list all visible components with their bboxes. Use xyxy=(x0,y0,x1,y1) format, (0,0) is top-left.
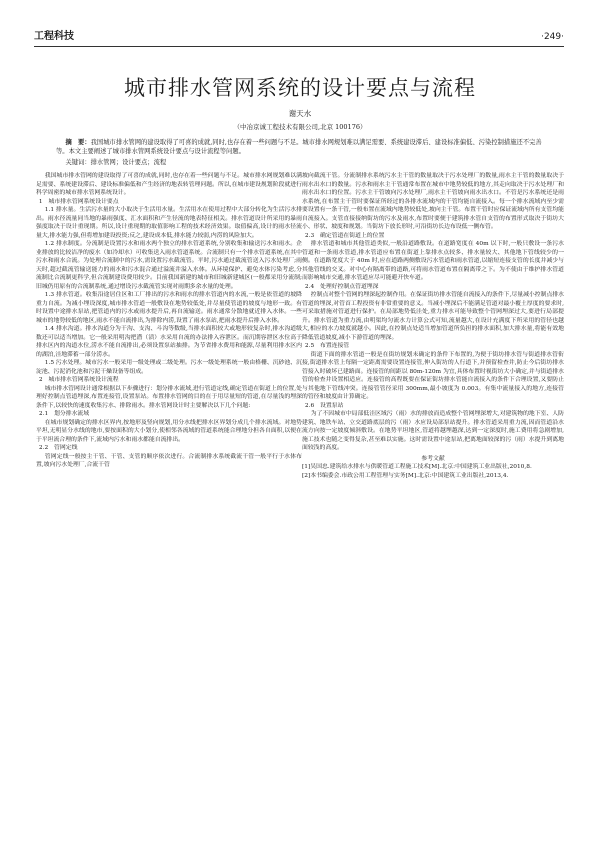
paragraph: 1.4 排水沟道。排水沟道分为干沟、支沟、斗沟等数级,当排水面积较大或地形较复杂时,排水沟道级数还可以适当增加。它一般采用明沟把潜（渍）水采用自流的办法排入容泄区。而沉期容泄区水位高于排水区内的沟道水位,涝水不能自流排出,必须设置泵站抽排。为节省排水费用和能源,尽量利用排水区内的湖泊,洼地滞蓄一部分涝水。 xyxy=(36,326,302,358)
paragraph: 1.3 排水管道。收集沿途居住区和工厂排出的污水和雨水的排水管道内的水流,一般是依管道的坡降重力自流。为减小埋设深度,城市排水管道一般敷设在地势较低处,并尽量使管道的坡度与地形一致。有时设置中途排水泵站,把管道内的污水或雨水提升后,再自流输送。雨水通常分散地就近排入水体。一些城市的地势较低的地区,雨水不能自流排出,为排除内涝,设置了雨水泵站,把雨水提升后排入水体。 xyxy=(36,292,302,324)
affiliation: （中冶京诚工程技术有限公司,北京 100176） xyxy=(233,123,367,131)
paragraph: 1.1 排水量。生活污水量的大小取决于生活用水量。生活用水在使用过程中大部分转化为生活污水排出。雨水径流量同当地的暴雨强度、汇水面积和产生径流的地表特征相关。排水管道设计所采用的暴雨强度取决于设计重现期。所以,设计重现期的取值影响工程的技术经济效果。取值偏高,设计的雨水径流量大,排水能力强,但将增加建设投资;反之,建设成本低,排水能力较弱,内涝的风险加大。 xyxy=(36,207,302,239)
journal-section: 工程科技 xyxy=(34,31,74,42)
author: 谢天水 xyxy=(288,109,312,118)
paragraph: 1.2 排水制度。分流制是设置污水和雨水两个独立的排水管道系统,分别收集和输送污水和雨水。企业排放的比较洁净的废水（如冷却水）可收集送入雨水管道系统。合流制只有一个排水管道系统,在其中污水和雨水合流。为处理合流制中的污水,需设置污水截流管。平时,污水通过截流管送入污水处理厂;雨天时,超过截流管输送能力的雨水和污水混合通过溢流井溢入水体。从环境保护、避免水体污染考虑,分流制比合流制更科学,但合流制建设费用较少。目前我国新建的城市和旧城新建城区(一般都采用分流制;旧城仍用原有的合流制系统,通过增设污水截流管实现对雨期多余水量的处理。 xyxy=(36,241,302,290)
paragraph: 城市排水管网设计通常根据以下步骤进行：划分排水流域,进行管道定线,确定管道在街道上的位置,处理好控制点管道埋深,布置连接管,设置泵站。布置排水管网的目的在于用尽量短的管道,在尽量浅的埋深条件下,以较快的速度收集污水、排除雨水。排水管网设计时主要解决以下几个问题: xyxy=(36,385,302,409)
reference-item: [2]本书编委会.市政公用工程管理与实务[M].北京:中国建筑工业出版社,2013,4. xyxy=(302,472,509,479)
references-title: 参考文献 xyxy=(421,455,445,462)
paragraph: 排水管道和城市其他管道类似,一般沿道路敷设。在道路宽度在 40m 以下时,一般只敷设一条污水管道和一条雨水管道,排水管道应布置在街道上靠排水点较多、排水量较大、其他地下管线较少的一侧。在道路宽度大于 40m 时,应在道路两侧敷设污水管道和雨水管道,以缩短连接支管的长度并减少与其他管线的交叉。对中心有隔离带的道路,可将雨水管道布置在隔离带之下。为不使由于维护排水管道而影响城市交通,排水管道应尽可能避开快车道。 xyxy=(302,241,564,281)
section-heading: 1 城市排水管网系统设计要点 xyxy=(38,198,119,205)
paragraph: 坡向截流干管。分流制排水系统污水主干管的数量取决于污水处理厂的数量,雨水主干管的数量取决于雨水出水口的数量。污水和雨水主干管通常布置在城市中地势较低的地方,其走向取决于污水处理厂和雨水出水口的位置。污水主干管坡向污水处理厂,雨水主干管坡向雨水出水口。不管是污水系统还是雨水系统,在布置主干管时要保证所经过的各排水流域内的干管均能自流接入。每一个排水流域内至少需要设置有一条干管,一般布置在流域内地势较低处,坡向主干管。布置干管时应保证流域内所有支管均能自流接入。支管直接接纳街坊的污水及雨水,布置时要便于建筑排水管自支管的布置形式取决于街坊大小、形状、坡度和规划。当街坊下放长形时,可沿街坊长边布设低一侧布管。 xyxy=(302,173,564,230)
left-column xyxy=(36,172,302,836)
abstract xyxy=(56,138,544,157)
section-heading: 2.1 划分排水流域 xyxy=(38,411,90,417)
section-heading: 2.2 管网定线 xyxy=(38,445,78,451)
abstract-text: 我国城市排水管网的建设取得了可喜的成就,同时,也存在着一些问题与不足。城市排水网规划难以满足需要、系统建设滞后、建设标准偏低、污染控制措施还不完善等。本文主要阐述了城市排水管网系统设计要点与设计流程等问题。 xyxy=(56,139,542,156)
paragraph: 街道下面的排水管道一般是在街坊规划未确定的条件下布置的,为便于街坊排水管与街道排水管衔接,街道排水管上每隔一定距离需要设置连接管,伸入街坊的人行道下,并预留检查井,防止今后街坊排水管接入时破坏已建路面。连接管的间距以 80m-120m 为宜,具体布置时视街坊大小确定,并与街道排水管的检查井设置相适应。连接管的高程既要在保证街坊排水管能自流接入的条件下合理设置,又要防止与其他地下管线冲突。连接管管径采用 300mm,最小坡度为 0.003。有集中流量接入的地方,连接管的管径和坡度由计算确定。 xyxy=(302,351,564,400)
keywords-text: 排水管网；设计要点；流程 xyxy=(90,159,167,166)
page-number: ·249· xyxy=(541,32,564,42)
keywords xyxy=(56,158,544,167)
article-title: 城市排水管网系统的设计要点与流程 xyxy=(124,76,476,100)
running-header xyxy=(34,28,564,47)
section-heading: 2.4 处理好控制点管道埋深 xyxy=(304,283,379,290)
paragraph: 我国城市排水管网的建设取得了可喜的成就,同时,也存在着一些问题与不足。城市排水网规划难以满足需要、系统建设滞后、建设标准偏低和产生经济的地表转管理问题。所以,在城市建设规划阶段就进行科学周密的城市排水管网系统设计。 xyxy=(36,173,302,196)
paragraph: 控制点对整个管网的埋深起控制作用。在保证街坊排水管能自流接入的条件下,尽量减小控制点排水管道的埋深,对管首工程投资有非常重要的意义。当减小埋深后不能满足管道对最小覆土厚度的要求时,可采取措施对管道进行保护。在局部地势低洼处,重力排水可能导致整个管网埋深过大,要进行局部提升。排水管道为重力流,由明渠均匀流水力计算公式可知,流量越大,在设计充满度下所采用的管径也越大,相应的水力坡度就越小。因此,在控制点处适当增加管道所负担的排水面积,加大排水量,将能有效地降低管道坡度,减小下游管道的埋深。 xyxy=(302,292,564,341)
keywords-label: 关键词： xyxy=(65,159,91,166)
right-column xyxy=(302,172,564,836)
paragraph: 管网定线一般按主干管、干管、支管的顺序依次进行。合流制排水系统截流干管一般平行于水体布置,坡向污水处理厂,合流干管 xyxy=(36,453,302,468)
section-heading: 2.6 设置泵站 xyxy=(304,402,344,409)
abstract-label: 摘 要： xyxy=(65,139,91,146)
paragraph: 在城市规划确定的排水区界内,按地形及竖向规划,用分水线把排水区界划分成几个排水流域。对地势平坦,无明显分水线的地市,要按面积的大小划分,使相邻各流域的管道系统能合理地分担各自面积,以便在于平坦流合理的条件下,流域内污水和雨水都能自流排出。 xyxy=(36,419,302,443)
section-heading: 2 城市排水管网系统设计流程 xyxy=(38,377,119,383)
paragraph: 为了不因城市中局部低洼区域污（雨）水的排放而造成整个管网埋深增大,对建筑物的地下室、人防建筑、地铁车站、立交道路底层的污（雨）水应设局部泵站提升。排水管道采用重力流,因而管道沿水流方向按一定坡度倾斜敷设。在地势平坦地区,管道将越埋越深,达到一定深度时,施工费用将急剧增加,施工技术也随之变得复杂,甚至难以实施。这时需设置中途泵站,把离地面较深的污（雨）水提升到离地面较浅的高度。 xyxy=(302,411,564,451)
section-heading: 2.3 确定管道在街道上的位置 xyxy=(304,232,385,239)
section-heading: 2.5 布置连接管 xyxy=(304,343,350,349)
reference-item: [1]吴国忠.建筑给水排水与供暖管道工程施工技术[M].北京:中国建筑工业出版社,2010,8. xyxy=(302,464,532,470)
paragraph: 1.5 污水处理。城市污水一般采用一级处理或二级处理。污水一级处理系统一般由格栅、沉砂池、沉淀池、污泥消化池和污泥干燥设备等组成。 xyxy=(36,360,302,375)
